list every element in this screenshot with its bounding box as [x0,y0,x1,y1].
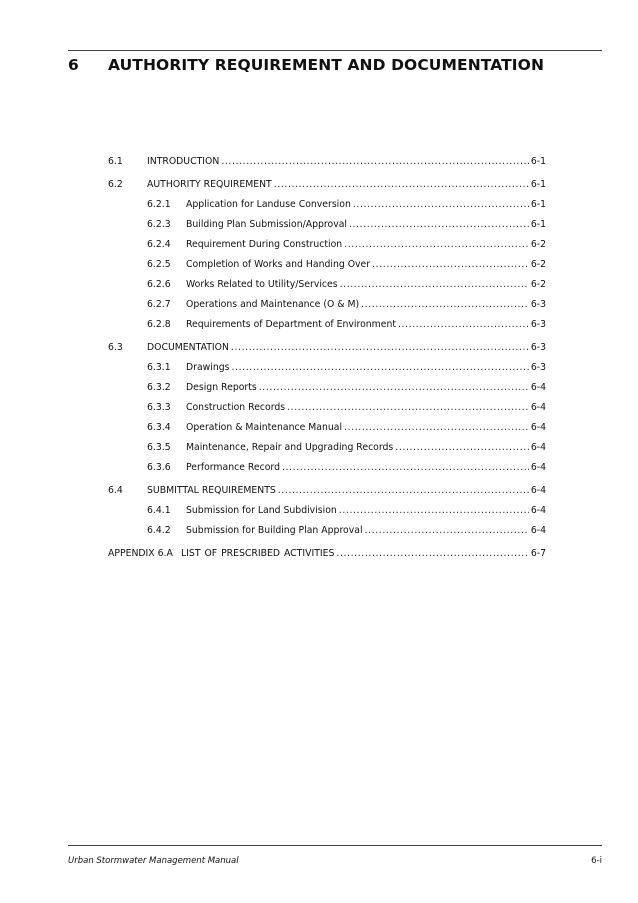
toc-entry-label: Submission for Building Plan Approval [186,525,363,536]
toc-dot-leader [365,525,529,537]
toc-entry-line [147,342,546,354]
toc-dot-leader [372,259,529,271]
toc-entry-page: 6-4 [530,422,546,433]
toc-entry[interactable] [0,154,638,174]
toc-entry-page: 6-4 [530,442,546,453]
toc-entry[interactable] [0,360,638,380]
toc-dot-leader [344,239,529,251]
toc-entry-page: 6-3 [530,362,546,373]
toc-entry-label: Building Plan Submission/Approval [186,219,347,230]
page-footer [68,856,602,870]
toc-entry-page: 6-3 [530,299,546,310]
chapter-title: AUTHORITY REQUIREMENT AND DOCUMENTATION [108,56,545,74]
table-of-contents [0,151,638,566]
toc-entry[interactable] [0,420,638,440]
toc-entry-number: 6.3.2 [147,382,171,393]
toc-entry[interactable] [0,460,638,480]
toc-dot-leader [344,422,529,434]
toc-entry-line [147,179,546,191]
toc-entry-number: 6.3.3 [147,402,171,413]
toc-entry-line [186,319,546,331]
toc-entry-label: DOCUMENTATION [147,342,229,353]
toc-entry-label: Construction Records [186,402,286,413]
toc-entry-number: 6.4.1 [147,505,171,516]
toc-entry-number: 6.3.4 [147,422,171,433]
toc-entry-page: 6-4 [530,402,546,413]
toc-entry[interactable] [0,380,638,400]
toc-entry-line [186,299,546,311]
toc-entry[interactable] [0,483,638,503]
toc-entry-line [186,402,546,414]
toc-entry-number: 6.2.8 [147,319,171,330]
toc-entry-line [186,279,546,291]
toc-entry-page: 6-3 [530,342,546,353]
toc-entry-number: 6.4 [108,485,123,496]
toc-entry-label: LIST OF PRESCRIBED ACTIVITIES [181,548,335,559]
footer-page-number: 6-i [591,856,602,866]
toc-entry-page: 6-4 [530,462,546,473]
header-rule [68,50,602,51]
toc-entry[interactable] [0,546,638,566]
toc-entry-label: Design Reports [186,382,257,393]
toc-entry[interactable] [0,237,638,257]
toc-dot-leader [361,299,529,311]
toc-entry-page: 6-4 [530,525,546,536]
toc-entry-line [186,259,546,271]
toc-entry-label: Completion of Works and Handing Over [186,259,371,270]
toc-entry[interactable] [0,440,638,460]
toc-entry-label: Requirements of Department of Environment [186,319,396,330]
toc-entry[interactable] [0,317,638,337]
toc-dot-leader [395,442,529,454]
toc-entry[interactable] [0,297,638,317]
toc-dot-leader [259,382,529,394]
toc-dot-leader [339,505,529,517]
toc-dot-leader [221,156,529,168]
chapter-number: 6 [68,56,79,74]
toc-entry-page: 6-2 [530,279,546,290]
toc-entry-line [181,548,546,560]
toc-entry-number: APPENDIX 6.A [108,548,173,559]
toc-entry[interactable] [0,217,638,237]
toc-entry-label: Application for Landuse Conversion [186,199,351,210]
toc-entry-line [186,525,546,537]
toc-dot-leader [287,402,529,414]
toc-entry-number: 6.2.1 [147,199,171,210]
chapter-heading [68,56,602,76]
toc-entry-page: 6-7 [530,548,546,559]
toc-entry[interactable] [0,523,638,543]
footer-rule [68,845,602,846]
toc-entry-label: INTRODUCTION [147,156,220,167]
toc-entry-label: Performance Record [186,462,280,473]
toc-entry-line [186,219,546,231]
toc-entry-line [147,156,546,168]
toc-entry-page: 6-1 [530,219,546,230]
toc-entry-page: 6-4 [530,485,546,496]
toc-entry-number: 6.3.1 [147,362,171,373]
toc-entry-line [186,362,546,374]
toc-dot-leader [336,548,528,560]
toc-entry-page: 6-2 [530,239,546,250]
toc-entry[interactable] [0,400,638,420]
toc-dot-leader [398,319,529,331]
toc-entry-number: 6.2.4 [147,239,171,250]
toc-entry-line [186,422,546,434]
toc-entry-page: 6-4 [530,382,546,393]
footer-manual-title: Urban Stormwater Management Manual [68,856,239,866]
toc-entry-number: 6.2 [108,179,123,190]
toc-entry-label: Requirement During Construction [186,239,343,250]
toc-entry-line [186,442,546,454]
toc-entry-label: SUBMITTAL REQUIREMENTS [147,485,276,496]
toc-entry-number: 6.2.3 [147,219,171,230]
toc-entry-label: Maintenance, Repair and Upgrading Records [186,442,394,453]
toc-dot-leader [231,342,529,354]
toc-entry-label: Submission for Land Subdivision [186,505,337,516]
toc-entry-line [186,462,546,474]
toc-entry[interactable] [0,197,638,217]
toc-entry-page: 6-1 [530,199,546,210]
toc-entry-label: Operation & Maintenance Manual [186,422,343,433]
toc-entry-number: 6.2.6 [147,279,171,290]
toc-entry-page: 6-1 [530,156,546,167]
toc-entry-number: 6.3 [108,342,123,353]
toc-entry[interactable] [0,340,638,360]
toc-entry[interactable] [0,277,638,297]
toc-entry-line [186,382,546,394]
toc-dot-leader [282,462,529,474]
toc-entry-label: Operations and Maintenance (O & M) [186,299,360,310]
toc-entry-number: 6.3.6 [147,462,171,473]
toc-entry-label: Works Related to Utility/Services [186,279,338,290]
toc-entry[interactable] [0,503,638,523]
toc-entry-label: AUTHORITY REQUIREMENT [147,179,272,190]
toc-entry-page: 6-1 [530,179,546,190]
toc-entry-line [186,199,546,211]
toc-entry-number: 6.3.5 [147,442,171,453]
toc-entry[interactable] [0,177,638,197]
toc-entry-number: 6.1 [108,156,123,167]
toc-entry-number: 6.2.7 [147,299,171,310]
toc-entry[interactable] [0,257,638,277]
toc-dot-leader [340,279,529,291]
toc-entry-number: 6.4.2 [147,525,171,536]
toc-entry-line [186,239,546,251]
toc-dot-leader [353,199,529,211]
toc-entry-page: 6-3 [530,319,546,330]
toc-entry-number: 6.2.5 [147,259,171,270]
toc-dot-leader [274,179,529,191]
toc-entry-page: 6-2 [530,259,546,270]
toc-dot-leader [278,485,529,497]
toc-dot-leader [349,219,529,231]
toc-entry-line [147,485,546,497]
toc-entry-label: Drawings [186,362,230,373]
toc-entry-page: 6-4 [530,505,546,516]
toc-entry-line [186,505,546,517]
toc-dot-leader [232,362,529,374]
